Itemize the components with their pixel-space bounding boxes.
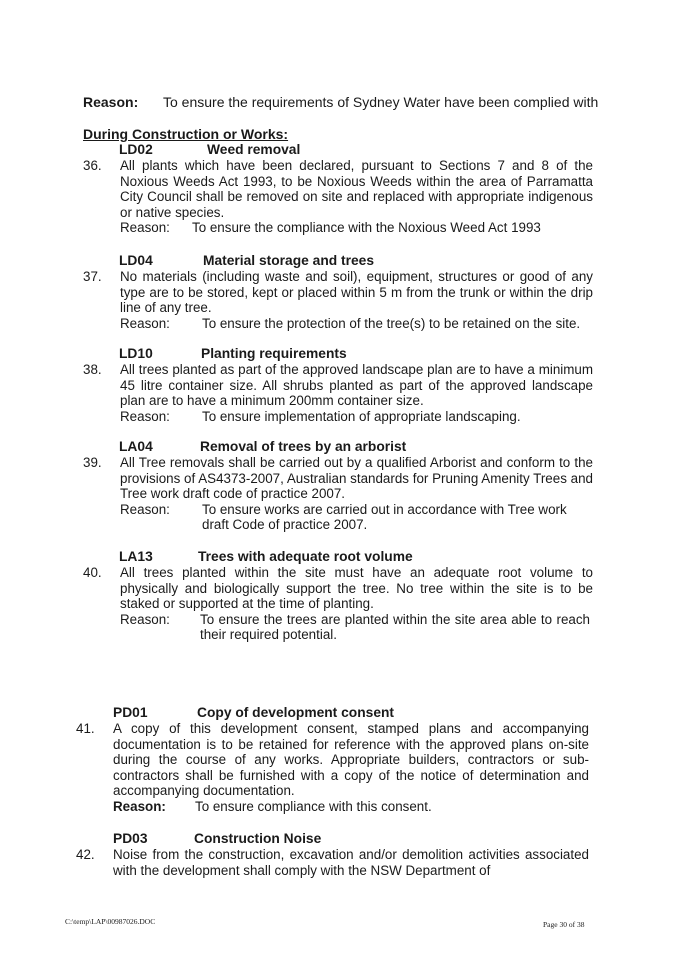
condition-reason — [120, 502, 593, 533]
reason-text: To ensure the compliance with the Noxious Weed Act 1993 — [192, 220, 541, 235]
condition-code: PD03 — [113, 831, 148, 846]
reason-label: Reason: — [120, 501, 170, 517]
condition-40 — [83, 549, 593, 643]
condition-title: Planting requirements — [201, 346, 347, 361]
condition-title: Copy of development consent — [197, 705, 395, 720]
condition-code: LA04 — [119, 439, 153, 454]
condition-number: 38. — [83, 362, 102, 377]
condition-text: All trees planted within the site must have an adequate root volume to physically and biologically support the tree. No tree within the site is to be staked or supported at the time of planting. — [120, 565, 593, 611]
condition-39 — [83, 439, 593, 533]
reason-text: To ensure compliance with this consent. — [195, 798, 432, 814]
condition-reason — [120, 612, 593, 643]
condition-42 — [76, 831, 593, 878]
reason-label: Reason: — [120, 315, 170, 331]
condition-number: 36. — [83, 158, 102, 173]
condition-reason — [120, 409, 593, 425]
reason-text: To ensure the requirements of Sydney Water have been complied with — [163, 94, 599, 110]
condition-reason — [120, 220, 593, 236]
condition-text: No materials (including waste and soil), equipment, structures or good of any type are to be stored, kept or placed within 5 m from the trunk or within the drip line of any tree. — [120, 269, 593, 315]
footer-file-path: C:\temp\LAP\00987026.DOC — [65, 917, 156, 926]
condition-code: LD04 — [119, 253, 153, 268]
condition-code: PD01 — [113, 705, 148, 720]
reason-label: Reason: — [120, 220, 170, 235]
condition-text: All plants which have been declared, pursuant to Sections 7 and 8 of the Noxious Weeds Act 1993, to be Noxious Weeds within the area of Parramatta City Council shall be removed on site and replaced with appropriate indigenous or native species. — [120, 158, 593, 220]
condition-title: Construction Noise — [194, 831, 322, 846]
reason-label: Reason: — [120, 408, 170, 424]
reason-text: To ensure the trees are planted within the site area able to reach their required potential. — [200, 611, 590, 642]
condition-text: A copy of this development consent, stamped plans and accompanying documentation is to be retained for reference with the approved plans on-site during the course of any works. Appropriate builders, contractors or sub-contractors shall be furnished with a copy of the notice of determination and accompanying documentation. — [113, 721, 589, 798]
section-heading: During Construction or Works: — [83, 126, 289, 142]
reason-text: To ensure works are carried out in accordance with Tree work draft Code of practice 2007. — [202, 501, 567, 532]
condition-code: LD10 — [119, 346, 153, 361]
condition-title: Trees with adequate root volume — [198, 549, 413, 564]
condition-number: 39. — [83, 455, 102, 470]
reason-label: Reason: — [120, 611, 170, 627]
condition-code: LA13 — [119, 549, 153, 564]
condition-title: Removal of trees by an arborist — [200, 439, 407, 454]
reason-label: Reason: — [113, 798, 166, 814]
top-reason — [83, 95, 643, 111]
condition-number: 40. — [83, 565, 102, 580]
condition-37 — [83, 253, 593, 331]
condition-reason — [113, 799, 593, 815]
condition-text: All Tree removals shall be carried out by a qualified Arborist and conform to the provisions of AS4373-2007, Australian standards for Pruning Amenity Trees and Tree work draft code of practice 2007. — [120, 455, 593, 501]
condition-text: All trees planted as part of the approved landscape plan are to have a minimum 45 litre container size. All shrubs planted as part of the approved landscape plan are to have a minimum 200mm container size. — [120, 362, 593, 408]
condition-38 — [83, 346, 593, 424]
condition-number: 41. — [76, 721, 95, 736]
reason-text: To ensure implementation of appropriate landscaping. — [202, 408, 521, 424]
footer-page-number: Page 30 of 38 — [543, 920, 585, 929]
condition-41 — [76, 705, 593, 814]
condition-title: Weed removal — [207, 142, 301, 157]
condition-36 — [83, 142, 593, 236]
condition-title: Material storage and trees — [203, 253, 374, 268]
condition-number: 42. — [76, 847, 95, 862]
condition-text: Noise from the construction, excavation and/or demolition activities associated with the development shall comply with the NSW Department of — [113, 847, 589, 878]
reason-text: To ensure the protection of the tree(s) to be retained on the site. — [202, 315, 581, 331]
reason-label: Reason: — [83, 94, 139, 110]
condition-reason — [120, 316, 593, 332]
condition-number: 37. — [83, 269, 102, 284]
condition-code: LD02 — [119, 142, 153, 157]
